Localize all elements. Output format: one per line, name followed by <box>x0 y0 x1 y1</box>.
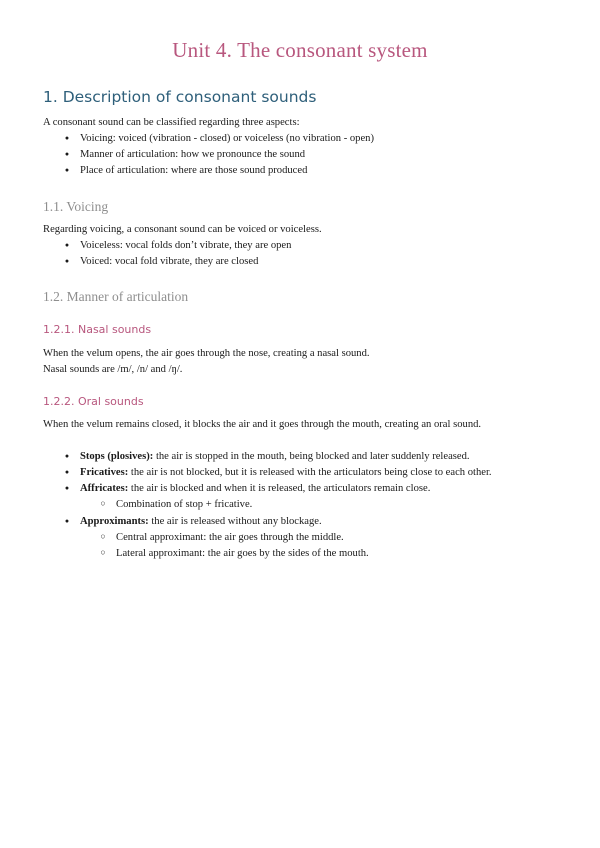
bullet-icon <box>62 465 72 481</box>
subsubsection-heading-nasal: 1.2.1. Nasal sounds <box>43 323 152 336</box>
subsection-heading-voicing: 1.1. Voicing <box>43 199 109 214</box>
circle-bullet-icon <box>98 530 108 545</box>
bullet-icon <box>62 163 72 179</box>
nasal-text-line2: Nasal sounds are /m/, /n/ and /ŋ/. <box>43 364 183 375</box>
list-item-approximants: ● Approximants: the air is released without any blockage. <box>80 514 322 529</box>
bullet-icon <box>62 449 72 465</box>
nasal-text-line1: When the velum opens, the air goes through the nose, creating a nasal sound. <box>43 348 370 359</box>
circle-bullet-icon <box>98 497 108 512</box>
bullet-icon <box>62 131 72 147</box>
list-item: ● Voiced: vocal fold vibrate, they are closed <box>80 254 258 269</box>
sub-list-item: ○ Combination of stop + fricative. <box>116 497 252 512</box>
list-item: ● Voicing: voiced (vibration - closed) or voiceless (no vibration - open) <box>80 131 374 146</box>
list-item: ● Place of articulation: where are those sound produced <box>80 163 307 178</box>
section-intro: A consonant sound can be classified regarding three aspects: <box>43 117 300 128</box>
circle-bullet-icon <box>98 546 108 561</box>
bullet-icon <box>62 481 72 497</box>
page-title: Unit 4. The consonant system <box>172 38 428 62</box>
list-item: ● Manner of articulation: how we pronounce the sound <box>80 147 305 162</box>
bullet-icon <box>62 254 72 270</box>
bullet-icon <box>62 514 72 530</box>
bullet-icon <box>62 238 72 254</box>
list-item-stops: ● Stops (plosives): the air is stopped in the mouth, being blocked and later suddenly released. <box>80 449 470 464</box>
subsection-heading-manner: 1.2. Manner of articulation <box>43 289 189 304</box>
bullet-icon <box>62 147 72 163</box>
sub-list-item: ○ Central approximant: the air goes through the middle. <box>116 530 344 545</box>
section-heading-description: 1. Description of consonant sounds <box>43 88 317 106</box>
sub-list-item: ○ Lateral approximant: the air goes by the sides of the mouth. <box>116 546 369 561</box>
list-item-fricatives: ● Fricatives: the air is not blocked, but it is released with the articulators being close to each other. <box>80 465 492 480</box>
list-item: ● Voiceless: vocal folds don’t vibrate, they are open <box>80 238 291 253</box>
subsubsection-heading-oral: 1.2.2. Oral sounds <box>43 395 144 408</box>
list-item-affricates: ● Affricates: the air is blocked and when it is released, the articulators remain close. <box>80 481 430 496</box>
oral-intro: When the velum remains closed, it blocks the air and it goes through the mouth, creating an oral sound. <box>43 419 482 430</box>
voicing-intro: Regarding voicing, a consonant sound can be voiced or voiceless. <box>43 224 322 235</box>
